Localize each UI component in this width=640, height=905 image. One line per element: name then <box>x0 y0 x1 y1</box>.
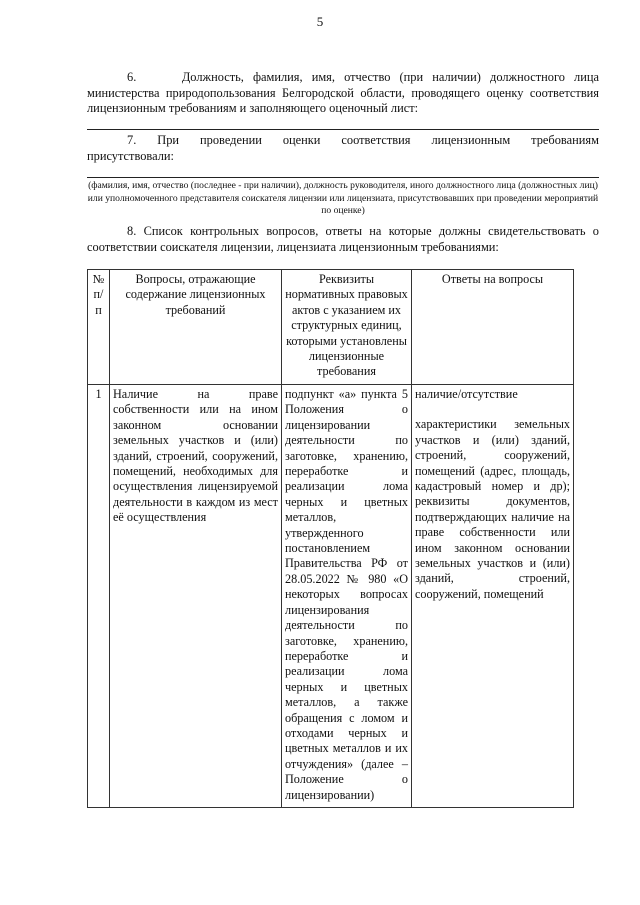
item-7-paragraph <box>87 133 599 164</box>
item-8-paragraph <box>87 224 599 255</box>
row-question: Наличие на праве собственности или на ином законном основании земельных участков и (или) зданий, строений, сооружений, помещений, необходимых для осуществления лицензируемой деятельности в каждом из мест её осуществления <box>110 385 282 808</box>
table-header-row <box>88 270 574 385</box>
item-7-word: оценки <box>282 133 321 147</box>
header-question: Вопросы, отражающие содержание лицензионных требований <box>110 270 282 385</box>
item-7-word: проведении <box>200 133 262 147</box>
item-7-continuation: присутствовали: <box>87 148 174 163</box>
fill-in-line-item-6 <box>87 129 599 130</box>
fill-in-line-item-7 <box>87 177 599 178</box>
page-number: 5 <box>316 14 324 29</box>
item-7-number: 7. <box>127 133 137 147</box>
checklist-table <box>87 269 574 808</box>
item-6-text: Должность, фамилия, имя, отчество (при наличии) должностного лица министерства природопользования Белгородской области, проводящего оценку соответствия лицензионным требованиям и заполняющего оценочный лист: <box>87 70 599 115</box>
item-7-word: При <box>157 133 180 147</box>
item-7-first-line <box>87 133 599 149</box>
row-requisites: подпункт «а» пункта 5 Положения о лицензировании деятельности по заготовке, хранению, переработке и реализации лома черных и цветных металлов, утвержденного постановлением Правительства РФ от 28.05.2022 № 980 «О некоторых вопросах лицензирования деятельности по заготовке, хранению, переработке и реализации лома черных и цветных металлов, а также обращения с ломом и отходами черных и цветных металлов и их отчуждения» (далее – Положение о лицензировании) <box>282 385 412 808</box>
header-requisites: Реквизиты нормативных правовых актов с указанием их структурных единиц, которыми установлены лицензионные требования <box>282 270 412 385</box>
answer-line-1: наличие/отсутствие <box>415 387 518 401</box>
item-7-word: лицензионным <box>431 133 511 147</box>
item-6-paragraph <box>87 70 599 117</box>
header-num: № п/п <box>88 270 110 385</box>
item-7-word: соответствия <box>341 133 411 147</box>
item-7-word: требованиям <box>531 133 599 147</box>
answer-details: характеристики земельных участков и (или) зданий, строений, сооружений, помещений (адрес, площадь, кадастровый номер и др); реквизиты документов, подтверждающих наличие на праве собственности или ином законном основании земельных участков и (или) зданий, строений, сооружений, помещений <box>415 417 570 601</box>
header-answers: Ответы на вопросы <box>412 270 574 385</box>
item-6-number: 6. <box>127 70 137 84</box>
item-8-text: 8. Список контрольных вопросов, ответы на которые должны свидетельствовать о соответствии соискателя лицензии, лицензиата лицензионным требованиями: <box>87 224 599 254</box>
table-row <box>88 385 574 808</box>
row-num: 1 <box>88 385 110 808</box>
row-answers <box>412 385 574 808</box>
attendees-caption: (фамилия, имя, отчество (последнее - при наличии), должность руководителя, иного должностного лица (должностных лиц) или уполномоченного представителя соискателя лицензии или лицензиата, присутствовавших при проведении мероприятий по оценке) <box>87 180 599 216</box>
